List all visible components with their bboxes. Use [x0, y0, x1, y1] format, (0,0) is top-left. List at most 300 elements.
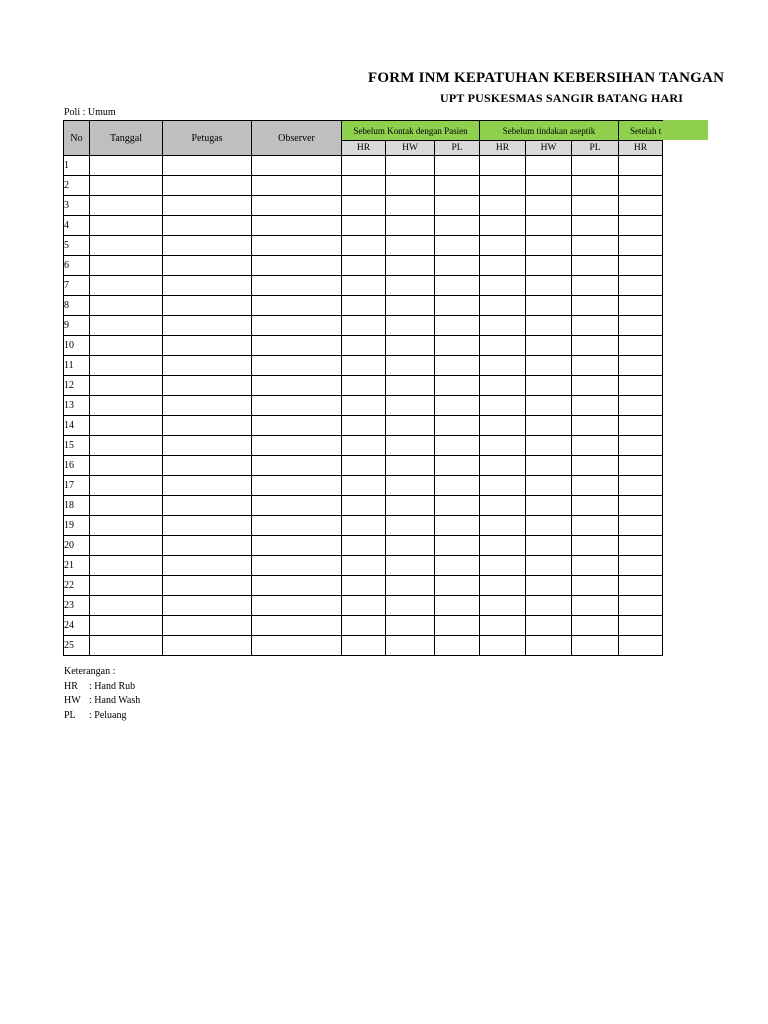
table-row	[64, 396, 663, 416]
table-cell[interactable]	[163, 496, 252, 516]
table-cell[interactable]	[572, 436, 619, 456]
table-cell[interactable]	[342, 376, 386, 396]
table-cell[interactable]	[342, 276, 386, 296]
table-cell[interactable]	[90, 396, 163, 416]
table-cell[interactable]	[90, 536, 163, 556]
table-cell[interactable]	[90, 156, 163, 176]
table-cell[interactable]	[526, 536, 572, 556]
table-cell[interactable]	[619, 596, 663, 616]
table-cell[interactable]	[90, 196, 163, 216]
table-cell[interactable]	[342, 296, 386, 316]
row-number: 25	[64, 636, 90, 656]
table-row	[64, 336, 663, 356]
table-cell[interactable]	[163, 256, 252, 276]
table-cell[interactable]	[342, 416, 386, 436]
table-cell[interactable]	[163, 536, 252, 556]
table-cell[interactable]	[386, 476, 435, 496]
table-cell[interactable]	[163, 296, 252, 316]
table-cell[interactable]	[90, 436, 163, 456]
table-cell[interactable]	[342, 156, 386, 176]
table-cell[interactable]	[480, 176, 526, 196]
table-cell[interactable]	[342, 176, 386, 196]
table-cell[interactable]	[90, 596, 163, 616]
table-cell[interactable]	[342, 536, 386, 556]
table-cell[interactable]	[163, 416, 252, 436]
table-cell[interactable]	[386, 596, 435, 616]
table-cell[interactable]	[572, 556, 619, 576]
table-cell[interactable]	[252, 556, 342, 576]
table-cell[interactable]	[619, 156, 663, 176]
table-cell[interactable]	[386, 396, 435, 416]
table-cell[interactable]	[480, 236, 526, 256]
table-cell[interactable]	[572, 516, 619, 536]
table-cell[interactable]	[435, 316, 480, 336]
table-cell[interactable]	[252, 436, 342, 456]
table-cell[interactable]	[163, 396, 252, 416]
table-cell[interactable]	[90, 276, 163, 296]
table-cell[interactable]	[90, 496, 163, 516]
table-row	[64, 576, 663, 596]
table-cell[interactable]	[252, 356, 342, 376]
table-cell[interactable]	[342, 436, 386, 456]
table-cell[interactable]	[386, 256, 435, 276]
table-cell[interactable]	[619, 536, 663, 556]
legend-desc: : Hand Rub	[89, 680, 136, 692]
row-number: 2	[64, 176, 90, 196]
table-cell[interactable]	[342, 636, 386, 656]
legend-code: PL	[64, 709, 76, 721]
legend-item	[64, 694, 140, 709]
table-cell[interactable]	[435, 616, 480, 636]
table-cell[interactable]	[252, 276, 342, 296]
table-cell[interactable]	[342, 556, 386, 576]
table-cell[interactable]	[526, 356, 572, 376]
table-cell[interactable]	[386, 216, 435, 236]
table-cell[interactable]	[572, 296, 619, 316]
table-row	[64, 356, 663, 376]
header-group-sebelum-aseptik: Sebelum tindakan aseptik	[480, 121, 619, 141]
table-cell[interactable]	[90, 576, 163, 596]
table-cell[interactable]	[526, 636, 572, 656]
table-cell[interactable]	[619, 276, 663, 296]
row-number: 16	[64, 456, 90, 476]
header-no: No	[64, 121, 90, 156]
table-cell[interactable]	[435, 456, 480, 476]
table-cell[interactable]	[252, 156, 342, 176]
table-cell[interactable]	[619, 376, 663, 396]
table-cell[interactable]	[252, 256, 342, 276]
table-cell[interactable]	[252, 336, 342, 356]
table-cell[interactable]	[526, 296, 572, 316]
table-cell[interactable]	[435, 576, 480, 596]
table-cell[interactable]	[526, 336, 572, 356]
header-group-sebelum-kontak: Sebelum Kontak dengan Pasien	[342, 121, 480, 141]
table-cell[interactable]	[435, 176, 480, 196]
row-number: 23	[64, 596, 90, 616]
table-cell[interactable]	[90, 356, 163, 376]
table-cell[interactable]	[342, 456, 386, 476]
table-cell[interactable]	[163, 516, 252, 536]
table-cell[interactable]	[252, 176, 342, 196]
table-cell[interactable]	[480, 516, 526, 536]
table-cell[interactable]	[386, 636, 435, 656]
table-cell[interactable]	[572, 216, 619, 236]
header-pl-1: PL	[435, 141, 480, 156]
table-cell[interactable]	[435, 196, 480, 216]
table-cell[interactable]	[526, 236, 572, 256]
table-row	[64, 416, 663, 436]
table-cell[interactable]	[163, 336, 252, 356]
table-cell[interactable]	[90, 296, 163, 316]
table-cell[interactable]	[526, 316, 572, 336]
table-cell[interactable]	[480, 456, 526, 476]
table-cell[interactable]	[163, 156, 252, 176]
table-cell[interactable]	[572, 596, 619, 616]
table-cell[interactable]	[619, 256, 663, 276]
table-cell[interactable]	[252, 296, 342, 316]
table-cell[interactable]	[435, 476, 480, 496]
table-cell[interactable]	[572, 156, 619, 176]
table-cell[interactable]	[480, 156, 526, 176]
header-hr-2: HR	[480, 141, 526, 156]
poli-label: Poli : Umum	[64, 107, 116, 118]
table-cell[interactable]	[619, 336, 663, 356]
table-cell[interactable]	[480, 496, 526, 516]
table-cell[interactable]	[90, 216, 163, 236]
table-cell[interactable]	[526, 196, 572, 216]
table-cell[interactable]	[435, 396, 480, 416]
table-cell[interactable]	[386, 516, 435, 536]
table-cell[interactable]	[252, 616, 342, 636]
table-cell[interactable]	[342, 516, 386, 536]
table-cell[interactable]	[526, 376, 572, 396]
table-cell[interactable]	[480, 416, 526, 436]
table-cell[interactable]	[526, 156, 572, 176]
table-cell[interactable]	[435, 496, 480, 516]
table-cell[interactable]	[619, 616, 663, 636]
table-cell[interactable]	[163, 316, 252, 336]
table-cell[interactable]	[90, 316, 163, 336]
table-cell[interactable]	[435, 156, 480, 176]
table-cell[interactable]	[435, 356, 480, 376]
table-row	[64, 276, 663, 296]
table-cell[interactable]	[526, 276, 572, 296]
row-number: 12	[64, 376, 90, 396]
header-group-setelah: Setelah t	[619, 121, 663, 141]
table-cell[interactable]	[572, 236, 619, 256]
table-cell[interactable]	[435, 556, 480, 576]
header-pl-2: PL	[572, 141, 619, 156]
table-cell[interactable]	[526, 516, 572, 536]
table-cell[interactable]	[572, 196, 619, 216]
table-body	[64, 156, 663, 656]
table-cell[interactable]	[342, 476, 386, 496]
table-cell[interactable]	[572, 356, 619, 376]
table-cell[interactable]	[480, 356, 526, 376]
table-cell[interactable]	[619, 196, 663, 216]
table-cell[interactable]	[526, 556, 572, 576]
table-cell[interactable]	[572, 376, 619, 396]
table-cell[interactable]	[386, 356, 435, 376]
table-cell[interactable]	[342, 196, 386, 216]
table-cell[interactable]	[163, 456, 252, 476]
table-cell[interactable]	[252, 456, 342, 476]
header-tanggal: Tanggal	[90, 121, 163, 156]
table-cell[interactable]	[435, 596, 480, 616]
legend-item	[64, 680, 140, 695]
table-cell[interactable]	[252, 376, 342, 396]
table-cell[interactable]	[526, 216, 572, 236]
table-cell[interactable]	[252, 416, 342, 436]
table-cell[interactable]	[619, 316, 663, 336]
table-cell[interactable]	[342, 316, 386, 336]
table-cell[interactable]	[480, 596, 526, 616]
table-cell[interactable]	[526, 396, 572, 416]
table-cell[interactable]	[572, 396, 619, 416]
table-cell[interactable]	[526, 416, 572, 436]
table-cell[interactable]	[480, 296, 526, 316]
table-cell[interactable]	[386, 176, 435, 196]
table-cell[interactable]	[480, 476, 526, 496]
table-cell[interactable]	[526, 256, 572, 276]
table-cell[interactable]	[619, 556, 663, 576]
table-cell[interactable]	[526, 596, 572, 616]
table-cell[interactable]	[526, 436, 572, 456]
table-cell[interactable]	[572, 276, 619, 296]
table-cell[interactable]	[252, 216, 342, 236]
table-cell[interactable]	[572, 536, 619, 556]
table-cell[interactable]	[386, 156, 435, 176]
table-cell[interactable]	[342, 576, 386, 596]
table-cell[interactable]	[342, 496, 386, 516]
table-cell[interactable]	[435, 416, 480, 436]
table-cell[interactable]	[619, 636, 663, 656]
table-cell[interactable]	[163, 376, 252, 396]
table-cell[interactable]	[572, 316, 619, 336]
table-cell[interactable]	[90, 616, 163, 636]
table-cell[interactable]	[252, 236, 342, 256]
table-cell[interactable]	[163, 276, 252, 296]
table-cell[interactable]	[163, 576, 252, 596]
table-cell[interactable]	[526, 476, 572, 496]
table-cell[interactable]	[386, 536, 435, 556]
table-cell[interactable]	[386, 376, 435, 396]
table-cell[interactable]	[252, 576, 342, 596]
table-row	[64, 436, 663, 456]
row-number: 18	[64, 496, 90, 516]
table-cell[interactable]	[90, 376, 163, 396]
table-cell[interactable]	[435, 336, 480, 356]
table-cell[interactable]	[342, 596, 386, 616]
table-cell[interactable]	[480, 436, 526, 456]
table-cell[interactable]	[90, 176, 163, 196]
table-cell[interactable]	[386, 276, 435, 296]
table-cell[interactable]	[435, 636, 480, 656]
table-cell[interactable]	[480, 536, 526, 556]
table-cell[interactable]	[435, 236, 480, 256]
table-cell[interactable]	[619, 396, 663, 416]
table-cell[interactable]	[435, 276, 480, 296]
table-cell[interactable]	[386, 316, 435, 336]
table-cell[interactable]	[386, 196, 435, 216]
table-cell[interactable]	[619, 576, 663, 596]
table-cell[interactable]	[480, 616, 526, 636]
legend	[64, 665, 140, 723]
table-cell[interactable]	[619, 176, 663, 196]
form-title: FORM INM KEPATUHAN KEBERSIHAN TANGAN	[368, 70, 725, 86]
row-number: 14	[64, 416, 90, 436]
table-cell[interactable]	[435, 256, 480, 276]
table-cell[interactable]	[619, 476, 663, 496]
table-cell[interactable]	[526, 496, 572, 516]
table-cell[interactable]	[435, 536, 480, 556]
table-cell[interactable]	[619, 236, 663, 256]
table-cell[interactable]	[252, 596, 342, 616]
table-cell[interactable]	[163, 596, 252, 616]
table-cell[interactable]	[480, 256, 526, 276]
table-row	[64, 316, 663, 336]
table-cell[interactable]	[572, 496, 619, 516]
table-cell[interactable]	[619, 516, 663, 536]
table-cell[interactable]	[435, 376, 480, 396]
table-cell[interactable]	[572, 476, 619, 496]
table-cell[interactable]	[480, 576, 526, 596]
table-cell[interactable]	[163, 236, 252, 256]
table-cell[interactable]	[342, 216, 386, 236]
header-green-overflow	[663, 120, 708, 140]
table-row	[64, 616, 663, 636]
table-cell[interactable]	[572, 636, 619, 656]
table-cell[interactable]	[252, 396, 342, 416]
table-cell[interactable]	[526, 456, 572, 476]
header-petugas: Petugas	[163, 121, 252, 156]
row-number: 1	[64, 156, 90, 176]
table-cell[interactable]	[252, 496, 342, 516]
table-cell[interactable]	[480, 316, 526, 336]
table-cell[interactable]	[619, 416, 663, 436]
table-cell[interactable]	[435, 516, 480, 536]
header-hr-1: HR	[342, 141, 386, 156]
table-row	[64, 376, 663, 396]
table-cell[interactable]	[619, 356, 663, 376]
table-cell[interactable]	[480, 336, 526, 356]
table-cell[interactable]	[163, 476, 252, 496]
table-cell[interactable]	[386, 416, 435, 436]
row-number: 20	[64, 536, 90, 556]
table-row	[64, 516, 663, 536]
table-cell[interactable]	[163, 196, 252, 216]
table-cell[interactable]	[163, 216, 252, 236]
table-cell[interactable]	[386, 236, 435, 256]
table-row	[64, 296, 663, 316]
table-cell[interactable]	[480, 216, 526, 236]
table-cell[interactable]	[252, 196, 342, 216]
table-row	[64, 176, 663, 196]
table-cell[interactable]	[526, 576, 572, 596]
table-cell[interactable]	[163, 616, 252, 636]
table-cell[interactable]	[619, 296, 663, 316]
table-cell[interactable]	[480, 376, 526, 396]
table-cell[interactable]	[435, 216, 480, 236]
table-row	[64, 236, 663, 256]
table-cell[interactable]	[386, 556, 435, 576]
table-cell[interactable]	[90, 416, 163, 436]
table-cell[interactable]	[252, 516, 342, 536]
table-cell[interactable]	[342, 236, 386, 256]
legend-item	[64, 709, 140, 724]
table-cell[interactable]	[342, 336, 386, 356]
table-cell[interactable]	[572, 456, 619, 476]
table-cell[interactable]	[342, 356, 386, 376]
table-cell[interactable]	[386, 496, 435, 516]
table-cell[interactable]	[619, 456, 663, 476]
table-cell[interactable]	[252, 536, 342, 556]
table-cell[interactable]	[252, 316, 342, 336]
row-number: 17	[64, 476, 90, 496]
table-cell[interactable]	[480, 636, 526, 656]
table-cell[interactable]	[252, 636, 342, 656]
table-cell[interactable]	[572, 616, 619, 636]
table-cell[interactable]	[435, 296, 480, 316]
table-cell[interactable]	[163, 436, 252, 456]
table-cell[interactable]	[526, 176, 572, 196]
table-cell[interactable]	[252, 476, 342, 496]
table-cell[interactable]	[90, 336, 163, 356]
row-number: 15	[64, 436, 90, 456]
header-observer: Observer	[252, 121, 342, 156]
table-cell[interactable]	[480, 276, 526, 296]
table-cell[interactable]	[90, 236, 163, 256]
table-cell[interactable]	[386, 336, 435, 356]
table-cell[interactable]	[386, 436, 435, 456]
table-cell[interactable]	[572, 336, 619, 356]
table-cell[interactable]	[572, 576, 619, 596]
table-cell[interactable]	[619, 436, 663, 456]
table-cell[interactable]	[386, 296, 435, 316]
table-cell[interactable]	[90, 476, 163, 496]
table-cell[interactable]	[572, 176, 619, 196]
table-cell[interactable]	[90, 636, 163, 656]
table-cell[interactable]	[90, 556, 163, 576]
table-cell[interactable]	[619, 216, 663, 236]
table-cell[interactable]	[480, 396, 526, 416]
table-cell[interactable]	[619, 496, 663, 516]
table-cell[interactable]	[572, 416, 619, 436]
table-cell[interactable]	[342, 396, 386, 416]
table-cell[interactable]	[163, 636, 252, 656]
table-cell[interactable]	[90, 456, 163, 476]
table-cell[interactable]	[90, 516, 163, 536]
table-cell[interactable]	[526, 616, 572, 636]
table-cell[interactable]	[163, 176, 252, 196]
table-cell[interactable]	[386, 576, 435, 596]
table-cell[interactable]	[386, 456, 435, 476]
table-cell[interactable]	[342, 256, 386, 276]
table-cell[interactable]	[386, 616, 435, 636]
table-cell[interactable]	[480, 196, 526, 216]
table-cell[interactable]	[163, 356, 252, 376]
table-cell[interactable]	[480, 556, 526, 576]
table-cell[interactable]	[163, 556, 252, 576]
table-cell[interactable]	[90, 256, 163, 276]
table-row	[64, 156, 663, 176]
legend-desc: : Peluang	[89, 709, 127, 721]
table-cell[interactable]	[572, 256, 619, 276]
table-row	[64, 596, 663, 616]
table-cell[interactable]	[435, 436, 480, 456]
table-cell[interactable]	[342, 616, 386, 636]
form-subtitle: UPT PUSKESMAS SANGIR BATANG HARI	[440, 91, 684, 105]
